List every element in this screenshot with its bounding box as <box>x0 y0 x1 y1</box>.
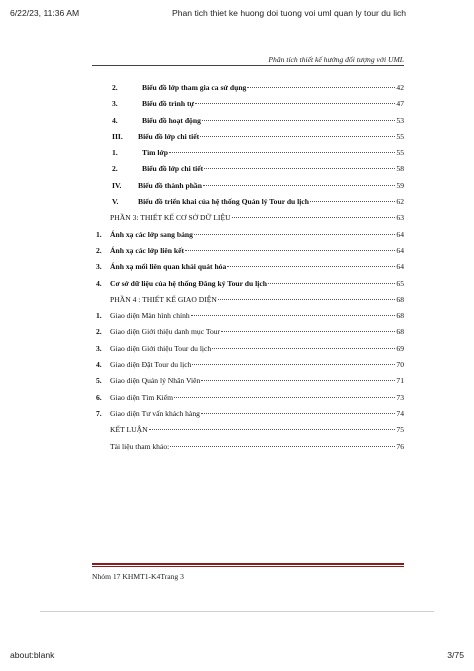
toc-entry-page: 65 <box>396 278 404 288</box>
toc-entry-page: 55 <box>396 148 404 158</box>
toc-entry-prefix: Giao diện <box>110 311 142 321</box>
header-rule <box>92 65 404 66</box>
toc-entry-number: 2. <box>96 245 102 255</box>
toc-entry-page: 62 <box>396 197 404 207</box>
toc-dot-leader <box>174 397 395 398</box>
toc-dot-leader <box>201 413 395 414</box>
toc-entry-label: Tìm lớp <box>142 148 168 158</box>
print-title: Phan tich thiet ke huong doi tuong voi uml quan ly tour du lich <box>172 8 407 18</box>
toc-entry-page: 64 <box>396 262 404 272</box>
toc-entry-prefix: Giao diện <box>110 343 142 353</box>
toc-dot-leader <box>310 201 395 202</box>
toc-entry-label: Đặt Tour du lịch <box>141 360 192 370</box>
toc-dot-leader <box>232 217 395 218</box>
toc-entry-label: Tìm Kiếm <box>141 392 174 402</box>
print-datetime: 6/22/23, 11:36 AM <box>10 8 80 18</box>
toc-entry[interactable] <box>92 96 404 112</box>
footer-rule-thin <box>92 566 404 567</box>
toc-entry-number: IV. <box>112 180 122 190</box>
toc-dot-leader <box>268 283 395 284</box>
toc-entry[interactable] <box>92 80 404 96</box>
toc-entry[interactable] <box>92 259 404 275</box>
toc-dot-leader <box>191 315 395 316</box>
toc-entry[interactable] <box>92 390 404 406</box>
toc-dot-leader <box>203 185 395 186</box>
toc-entry-label: Biểu đồ trình tự <box>142 99 195 109</box>
toc-entry-number: 1. <box>96 229 102 239</box>
toc-entry-label: Biểu đồ hoạt động <box>142 115 201 125</box>
toc-entry-page: 70 <box>396 360 404 370</box>
toc-entry[interactable] <box>92 227 404 243</box>
toc-entry-number: 4. <box>96 278 102 288</box>
toc-entry-label: Giới thiệu Tour du lịch <box>141 343 212 353</box>
toc-entry-number: 3. <box>96 343 102 353</box>
toc-entry-page: 69 <box>396 343 404 353</box>
toc-entry-number: 1. <box>96 311 102 321</box>
toc-entry-number: 4. <box>96 360 102 370</box>
toc-entry-label: Ánh xạ các lớp sang bảng <box>110 229 193 239</box>
toc-dot-leader <box>170 446 395 447</box>
toc-entry-page: 55 <box>396 131 404 141</box>
toc-entry[interactable] <box>92 439 404 455</box>
toc-entry[interactable] <box>92 210 404 226</box>
toc-entry-number: 3. <box>112 99 118 109</box>
toc-entry-label: Ánh xạ mối liên quan khái quát hóa <box>110 262 227 272</box>
toc-entry-label: Tư vấn khách hàng <box>141 408 200 418</box>
toc-entry[interactable] <box>92 422 404 438</box>
toc-entry[interactable] <box>92 145 404 161</box>
toc-entry-number: 4. <box>112 115 118 125</box>
toc-entry-page: 63 <box>396 213 404 223</box>
toc-dot-leader <box>227 266 395 267</box>
toc-entry-number: 7. <box>96 408 102 418</box>
toc-entry-number: 2. <box>112 164 118 174</box>
table-of-contents <box>92 80 404 455</box>
toc-dot-leader <box>212 348 395 349</box>
toc-entry[interactable] <box>92 357 404 373</box>
toc-entry-number: 1. <box>112 148 118 158</box>
toc-entry-label: Tài liệu tham khảo: <box>110 441 170 451</box>
toc-entry-page: 68 <box>396 294 404 304</box>
toc-entry-label: PHẦN 4 : THIẾT KẾ GIAO DIỆN <box>110 294 217 304</box>
toc-dot-leader <box>185 250 395 251</box>
print-page-number: 3/75 <box>447 650 464 660</box>
toc-entry-page: 64 <box>396 245 404 255</box>
document-running-header: Phân tích thiết kế hướng đối tượng với UML <box>268 55 404 64</box>
toc-entry-page: 64 <box>396 229 404 239</box>
toc-entry[interactable] <box>92 406 404 422</box>
toc-entry[interactable] <box>92 292 404 308</box>
toc-entry-label: Quản lý Nhân Viên <box>141 376 201 386</box>
toc-entry-page: 53 <box>396 115 404 125</box>
document-footer: Nhóm 17 KHMT1-K4Trang 3 <box>92 572 184 581</box>
toc-entry[interactable] <box>92 194 404 210</box>
toc-entry-page: 71 <box>396 376 404 386</box>
toc-dot-leader <box>192 364 395 365</box>
toc-entry-page: 68 <box>396 327 404 337</box>
toc-dot-leader <box>218 299 395 300</box>
toc-dot-leader <box>169 152 395 153</box>
toc-entry-page: 59 <box>396 180 404 190</box>
toc-entry[interactable] <box>92 308 404 324</box>
toc-entry-prefix: Giao diện <box>110 408 142 418</box>
toc-entry-label: Biểu đồ thành phần <box>138 180 202 190</box>
toc-entry-label: Giới thiệu danh mục Tour <box>141 327 221 337</box>
toc-dot-leader <box>202 120 395 121</box>
toc-entry-label: PHẦN 3: THIẾT KẾ CƠ SỞ DỮ LIỆU <box>110 213 231 223</box>
toc-dot-leader <box>200 136 395 137</box>
toc-entry[interactable] <box>92 324 404 340</box>
toc-dot-leader <box>195 103 395 104</box>
toc-entry-prefix: Giao diện <box>110 392 142 402</box>
toc-entry[interactable] <box>92 178 404 194</box>
toc-entry-page: 58 <box>396 164 404 174</box>
toc-entry-page: 73 <box>396 392 404 402</box>
print-url: about:blank <box>10 650 55 660</box>
toc-entry-page: 42 <box>396 83 404 92</box>
toc-dot-leader <box>194 234 395 235</box>
footer-rule <box>92 563 404 565</box>
page-separator <box>40 611 434 612</box>
toc-entry[interactable] <box>92 113 404 129</box>
toc-entry[interactable] <box>92 161 404 177</box>
toc-entry-label: Biểu đồ lớp chi tiết <box>138 131 200 141</box>
toc-entry[interactable] <box>92 373 404 389</box>
toc-entry-page: 76 <box>396 441 404 451</box>
toc-entry[interactable] <box>92 243 404 259</box>
toc-entry-prefix: Giao diện <box>110 376 142 386</box>
toc-entry[interactable] <box>92 341 404 357</box>
toc-entry[interactable] <box>92 276 404 292</box>
toc-dot-leader <box>221 331 395 332</box>
toc-entry-number: 2. <box>96 327 102 337</box>
toc-dot-leader <box>149 429 395 430</box>
toc-entry-number: 3. <box>96 262 102 272</box>
toc-entry-prefix: Giao diện <box>110 360 142 370</box>
toc-dot-leader <box>204 168 395 169</box>
toc-entry-number: 2. <box>112 83 118 92</box>
toc-dot-leader <box>201 380 395 381</box>
toc-entry-number: III. <box>112 131 123 141</box>
toc-entry-page: 68 <box>396 311 404 321</box>
toc-entry-number: V. <box>112 197 119 207</box>
toc-entry-label: Biểu đồ lớp tham gia ca sử dụng <box>142 83 247 92</box>
toc-entry-page: 74 <box>396 408 404 418</box>
toc-entry-page: 47 <box>396 99 404 109</box>
toc-entry-label: Cơ sở dữ liệu của hệ thống Đăng ký Tour du lịch <box>110 278 267 288</box>
toc-entry-label: Ánh xạ các lớp liên kết <box>110 245 185 255</box>
toc-entry-number: 6. <box>96 392 102 402</box>
toc-dot-leader <box>247 87 395 88</box>
toc-entry-label: KẾT LUẬN <box>110 425 148 435</box>
toc-entry-label: Màn hình chính <box>141 311 190 321</box>
toc-entry[interactable] <box>92 129 404 145</box>
toc-entry-number: 5. <box>96 376 102 386</box>
toc-entry-label: Biểu đồ triển khai của hệ thống Quản lý Tour du lịch <box>138 197 309 207</box>
toc-entry-page: 75 <box>396 425 404 435</box>
toc-entry-label: Biểu đồ lớp chi tiết <box>142 164 204 174</box>
toc-entry-prefix: Giao diện <box>110 327 142 337</box>
